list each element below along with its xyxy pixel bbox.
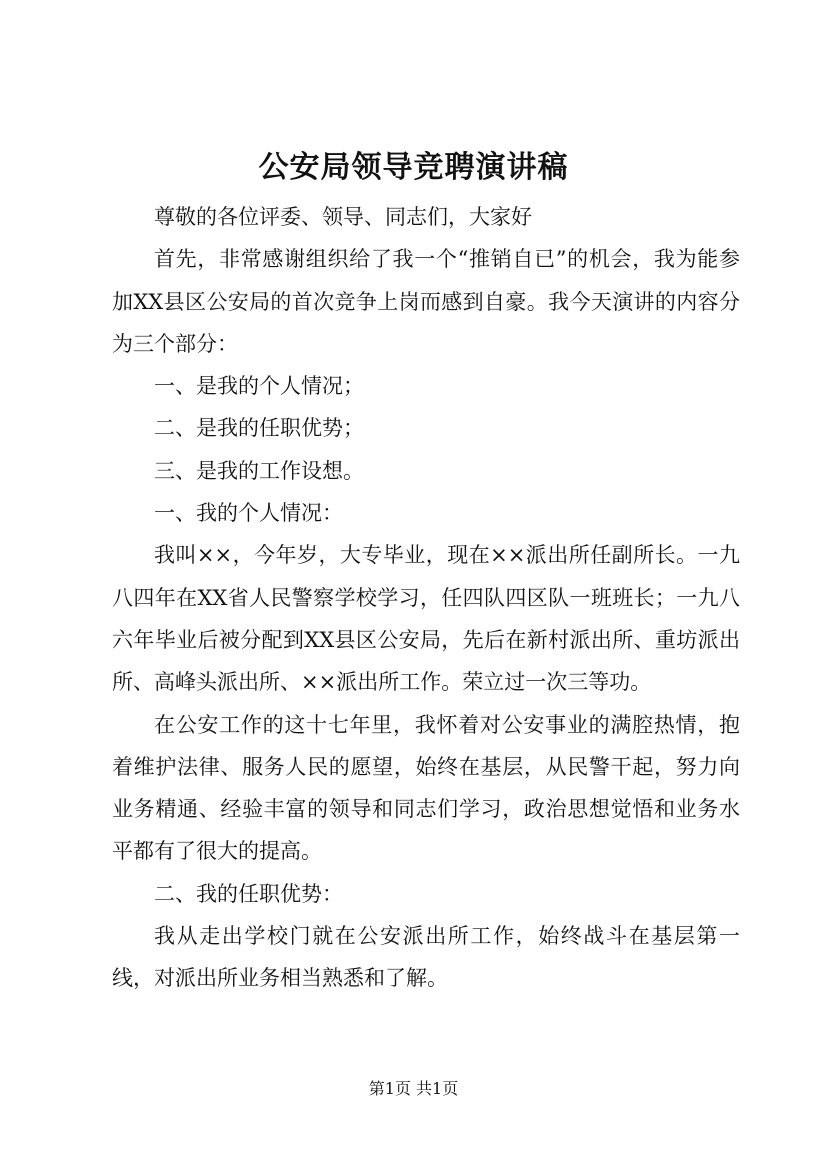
paragraph-outline-1: 一、是我的个人情况； [154,374,364,399]
paragraph-personal-info: 我叫××，今年岁，大专毕业，现在××派出所任副所长。一九八四年在XX省人民警察学校学习，任四队四区队一班班长；一九八六年毕业后被分配到XX县区公安局，先后在新村派出所、重坊派出所、高峰头派出所、××派出所工作。荣立过一次三等功。 [112,543,740,695]
paragraph-greeting: 尊敬的各位评委、领导、同志们，大家好 [154,205,532,229]
section-heading-advantages: 二、我的任职优势： [154,881,343,906]
document-title: 公安局领导竞聘演讲稿 [258,150,569,185]
section-heading-personal: 一、我的个人情况： [154,501,343,526]
page-footer: 第1页 共1页 [368,1079,459,1098]
paragraph-outline-2: 二、是我的任职优势； [154,416,364,441]
paragraph-advantages: 我从走出学校门就在公安派出所工作，始终战斗在基层第一线，对派出所业务相当熟悉和了解。 [112,924,740,991]
document-body [112,196,740,1000]
paragraph-outline-3: 三、是我的工作设想。 [154,458,364,483]
paragraph-intro: 首先，非常感谢组织给了我一个“推销自已”的机会，我为能参加XX县区公安局的首次竞争上岗而感到自豪。我今天演讲的内容分为三个部分： [112,247,740,356]
paragraph-experience: 在公安工作的这十七年里，我怀着对公安事业的满腔热情，抱着维护法律、服务人民的愿望，始终在基层，从民警干起，努力向业务精通、经验丰富的领导和同志们学习，政治思想觉悟和业务水平都有了很大的提高。 [112,712,740,864]
